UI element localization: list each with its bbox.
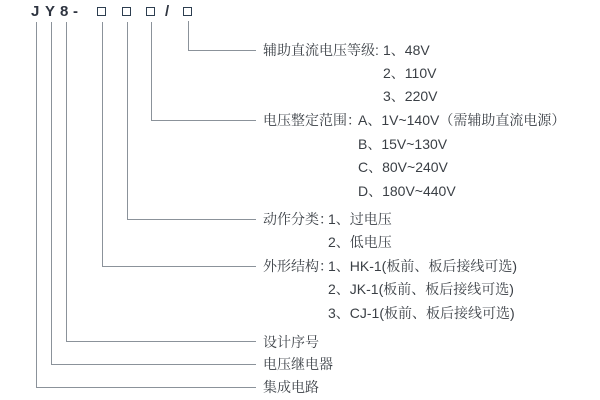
connector-integrated-circuit-horizontal (36, 387, 256, 388)
code-placeholder-box-2 (122, 7, 131, 16)
connector-voltage-relay-horizontal (51, 364, 256, 365)
connector-voltage-range-vertical (151, 22, 152, 120)
connector-design-serial-horizontal (66, 341, 256, 342)
connector-aux-dc-voltage-vertical (188, 21, 189, 50)
code-placeholder-box-4 (183, 7, 192, 16)
aux-dc-voltage-option-2: 2、110V (383, 65, 437, 81)
structure-label: 外形结构： (263, 258, 333, 274)
integrated-circuit-label: 集成电路 (263, 379, 319, 395)
code-letter-y: Y (45, 3, 56, 20)
connector-structure-vertical (102, 22, 103, 266)
code-placeholder-box-3 (146, 7, 155, 16)
connector-action-class-vertical (127, 22, 128, 219)
action-class-option-1: 1、过电压 (328, 211, 392, 227)
connector-action-class-horizontal (127, 219, 256, 220)
connector-voltage-relay-vertical (51, 22, 52, 364)
aux-dc-voltage-option-1: 1、48V (383, 42, 430, 58)
voltage-range-option-a: A、1V~140V（需辅助直流电源） (358, 112, 566, 128)
aux-dc-voltage-option-3: 3、220V (383, 88, 438, 104)
action-class-label: 动作分类： (263, 211, 333, 227)
connector-voltage-range-horizontal (151, 120, 256, 121)
connector-integrated-circuit-vertical (36, 22, 37, 387)
structure-option-3: 3、CJ-1(板前、板后接线可选) (328, 305, 515, 321)
voltage-range-option-b: B、15V~130V (358, 136, 448, 152)
code-letter-8: 8 (60, 3, 69, 20)
design-serial-label: 设计序号 (263, 334, 319, 350)
structure-option-1: 1、HK-1(板前、板后接线可选) (328, 258, 518, 274)
aux-dc-voltage-label: 辅助直流电压等级: (263, 42, 379, 58)
connector-structure-horizontal (102, 266, 256, 267)
connector-aux-dc-voltage-horizontal (188, 50, 256, 51)
voltage-relay-label: 电压继电器 (263, 356, 333, 372)
action-class-option-2: 2、低电压 (328, 234, 392, 250)
code-placeholder-box-1 (97, 7, 106, 16)
connector-design-serial-vertical (66, 22, 67, 341)
voltage-range-label: 电压整定范围： (263, 112, 361, 128)
code-dash: - (73, 3, 78, 20)
voltage-range-option-c: C、80V~240V (358, 159, 448, 175)
structure-option-2: 2、JK-1(板前、板后接线可选) (328, 281, 514, 297)
code-letter-j: J (31, 3, 40, 20)
code-slash: / (165, 3, 170, 20)
voltage-range-option-d: D、180V~440V (358, 183, 456, 199)
